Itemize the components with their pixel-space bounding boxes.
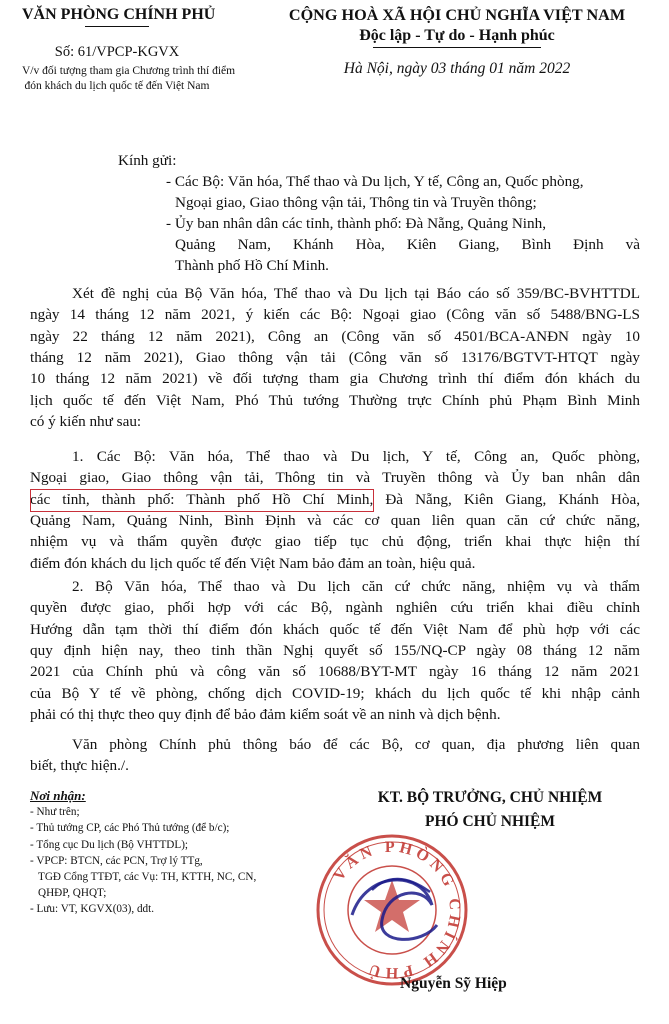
agency-name: VĂN PHÒNG CHÍNH PHỦ [22, 6, 216, 23]
signature-block [340, 786, 640, 834]
seal-text: VĂN PHÒNG CHÍNH PHỦ [330, 838, 464, 982]
item1-line: Quảng Nam, Quảng Ninh, Bình Định và các cơ quan liên quan căn cứ chức năng, [30, 511, 640, 529]
item2-line: 2021 của Chính phủ và công văn số 10688/BYT-MT ngày 16 tháng 12 năm 2021 [30, 663, 640, 681]
agency-underline [85, 26, 149, 27]
recipient-item: TGĐ Cổng TTĐT, các Vụ: TH, KTTH, NC, CN, [38, 871, 257, 884]
item2-line: phải có thị thực theo quy định để bảo đảm kiểm soát về an ninh và dịch bệnh. [30, 705, 501, 723]
salutation-label: Kính gửi: [118, 152, 177, 169]
intro-line: ngày 22 tháng 12 năm 2021), Công an (Công văn số 4501/BCA-ANĐN ngày 10 [30, 327, 640, 345]
recipient-item: - Tổng cục Du lịch (Bộ VHTTDL); [30, 838, 189, 851]
item1-line: Ngoại giao, Giao thông vận tải, Thông tin và Truyền thông và Ủy ban nhân dân [30, 469, 640, 487]
subject-line [22, 64, 236, 94]
recipients-block [30, 788, 256, 918]
item1-line: 1. Các Bộ: Văn hóa, Thể thao và Du lịch, Y tế, Công an, Quốc phòng, [72, 448, 640, 465]
intro-line: có ý kiến như sau: [30, 412, 142, 430]
recipients-heading: Nơi nhận: [30, 788, 86, 803]
item1-line: điểm đón khách du lịch quốc tế đến Việt Nam bảo đảm an toàn, hiệu quả. [30, 554, 476, 572]
intro-line: ngày 14 tháng 12 năm 2021, ý kiến các Bộ: Ngoại giao (Công văn số 5488/BNG-LS [30, 306, 640, 324]
recipient-item: - Lưu: VT, KGVX(03), ddt. [30, 903, 155, 916]
salutation-line-4: Quảng Nam, Khánh Hòa, Kiên Giang, Bình Định và [175, 236, 640, 253]
official-seal-icon [312, 830, 472, 990]
signer-name: Nguyễn Sỹ Hiệp [400, 975, 507, 992]
subject-line-1: V/v đối tượng tham gia Chương trình thí điểm [22, 65, 236, 77]
header-left [22, 6, 236, 92]
signature-title-1: KT. BỘ TRƯỞNG, CHỦ NHIỆM [377, 789, 603, 806]
salutation-line-1: - Các Bộ: Văn hóa, Thể thao và Du lịch, Y tế, Công an, Quốc phòng, [166, 173, 584, 190]
recipient-item: - Như trên; [30, 806, 80, 819]
nation-title: CỘNG HOÀ XÃ HỘI CHỦ NGHĨA VIỆT NAM [288, 6, 626, 24]
intro-line: tháng 12 năm 2021), Giao thông vận tải (Công văn số 13176/BGTVT-HTQT ngày [30, 348, 640, 366]
motto: Độc lập - Tự do - Hạnh phúc [359, 27, 555, 44]
recipient-item: - VPCP: BTCN, các PCN, Trợ lý TTg, [30, 854, 203, 867]
item2-line: quyền được giao, phối hợp với các Bộ, ngành nghiên cứu triển khai điều chỉnh [30, 599, 640, 617]
subject-line-2: đón khách du lịch quốc tế đến Việt Nam [24, 80, 210, 92]
intro-line: 10 tháng 12 năm 2021) về đối tượng tham gia Chương trình thí điểm đón khách du [30, 370, 640, 388]
item2-line: quy định hiện nay, theo tinh thần Nghị quyết số 155/NQ-CP ngày 08 tháng 12 năm [30, 641, 640, 659]
document-number: Số: 61/VPCP-KGVX [54, 44, 180, 60]
document-date: Hà Nội, ngày 03 tháng 01 năm 2022 [343, 60, 571, 77]
item2-line: Hướng dẫn tạm thời thí điểm đón khách quốc tế đến Việt Nam để phù hợp với các [30, 620, 640, 638]
item1-line: nhiệm vụ và thẩm quyền được giao tiếp tục chủ động, triển khai thực hiện thí [30, 533, 640, 551]
item1-line: các tỉnh, thành phố: Thành phố Hồ Chí Minh, Đà Nẵng, Kiên Giang, Khánh Hòa, [30, 490, 640, 508]
salutation-line-2: Ngoại giao, Giao thông vận tải, Thông tin và Truyền thông; [175, 194, 537, 211]
intro-line: Xét đề nghị của Bộ Văn hóa, Thể thao và Du lịch tại Báo cáo số 359/BC-BVHTTDL [72, 285, 640, 302]
header-right [262, 6, 652, 78]
intro-line: lịch quốc tế đến Việt Nam, Phó Thủ tướng Thường trực Chính phủ Phạm Bình Minh [30, 391, 640, 409]
salutation-line-5: Thành phố Hồ Chí Minh. [175, 257, 329, 274]
closing-line: Văn phòng Chính phủ thông báo để các Bộ, cơ quan, địa phương liên quan [72, 736, 640, 753]
item2-line: của Bộ Y tế về phòng, chống dịch COVID-19; khách du lịch quốc tế khi nhập cảnh [30, 684, 640, 702]
signature-title-2: PHÓ CHỦ NHIỆM [424, 813, 556, 830]
highlight-box [30, 489, 374, 512]
motto-underline [373, 47, 541, 48]
salutation-line-3: - Ủy ban nhân dân các tỉnh, thành phố: Đà Nẵng, Quảng Ninh, [166, 215, 547, 232]
recipient-item: - Thủ tướng CP, các Phó Thủ tướng (để b/c); [30, 822, 230, 835]
closing-line: biết, thực hiện./. [30, 757, 129, 775]
recipient-item: QHĐP, QHQT; [38, 887, 107, 900]
item2-line: 2. Bộ Văn hóa, Thể thao và Du lịch căn cứ chức năng, nhiệm vụ và thẩm [72, 578, 640, 595]
